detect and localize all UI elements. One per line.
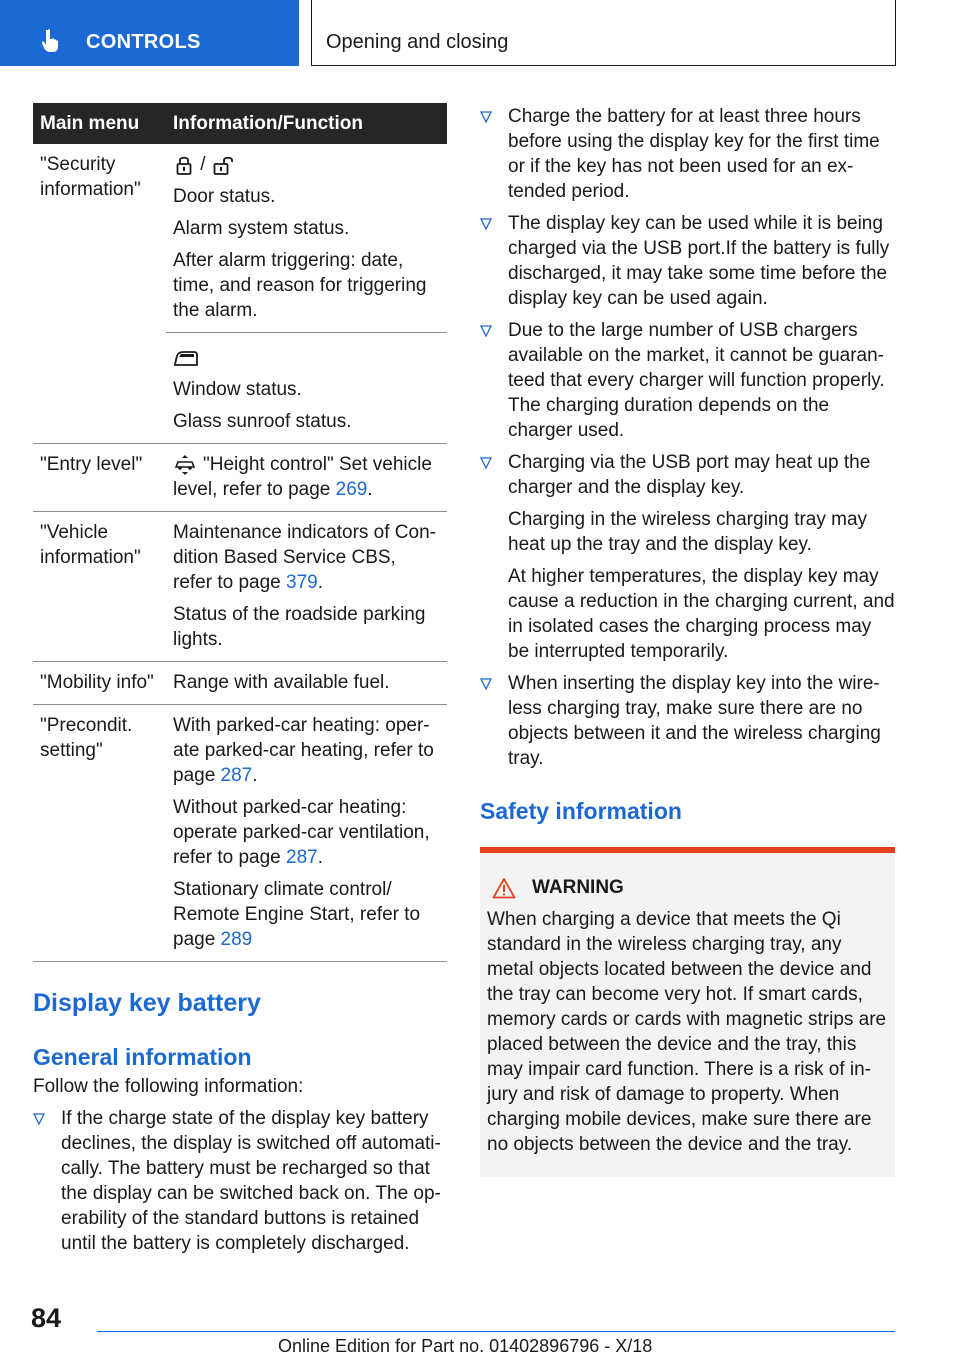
sunroof-status-text: Glass sunroof status. xyxy=(173,411,352,432)
triangle-bullet-icon xyxy=(480,111,492,123)
display-key-battery-heading: Display key battery xyxy=(33,989,261,1017)
list-item xyxy=(480,450,895,664)
page-link-379[interactable]: 379 xyxy=(286,572,318,593)
section-tab[interactable] xyxy=(0,0,299,66)
entry-info-cell xyxy=(166,444,447,512)
car-window-icon xyxy=(173,349,199,367)
alarm-trigger-text: After alarm triggering: date, time, and reason for triggering the alarm. xyxy=(173,250,427,321)
vehicle-end: . xyxy=(317,572,324,593)
parking-lights-text: Status of the roadside parking lights. xyxy=(173,604,426,650)
col-header-main-menu: Main menu xyxy=(33,103,166,144)
footer-edition: Online Edition for Part no. 01402896796 - X/18 xyxy=(278,1336,653,1356)
bullet-text: Due to the large number of USB chargers available on the market, it cannot be guaran-teed that every charger will function properly. The charging duration depends on the charger used. xyxy=(508,320,885,441)
right-bullet-list xyxy=(480,104,895,771)
bullet-text: When inserting the display key into the wire-less charging tray, make sure there are no objects between it and the wireless charging tray. xyxy=(508,673,881,769)
vehicle-label: "Vehicle information" xyxy=(33,512,166,662)
precond-p3-text: Stationary climate control/ Remote Engine Start, refer to page xyxy=(173,879,421,950)
window-status-text: Window status. xyxy=(173,379,302,400)
alarm-status-text: Alarm system status. xyxy=(173,218,350,239)
bullet-text: If the charge state of the display key battery declines, the display is switched off automati-cally. The battery must be recharged so that the display can be switched back on. The op-erability of the standard buttons is retained until the battery is completely discharged. xyxy=(61,1108,441,1254)
list-item xyxy=(480,671,895,771)
bullet-text: Charging via the USB port may heat up the charger and the display key. xyxy=(508,452,871,498)
list-item xyxy=(480,318,895,443)
bullet-text: The display key can be used while it is being charged via the USB port.If the battery is fully discharged, it may take some time before the display key can be used again. xyxy=(508,213,890,309)
chapter-box xyxy=(311,0,896,66)
door-status-text: Door status. xyxy=(173,186,276,207)
general-information-heading: General information xyxy=(33,1044,252,1070)
triangle-bullet-icon xyxy=(33,1113,45,1125)
safety-information-heading: Safety information xyxy=(480,798,682,824)
vehicle-maintenance-text xyxy=(173,520,440,595)
parked-ventilation-text xyxy=(173,795,440,870)
entry-end: . xyxy=(367,479,373,500)
footer-divider xyxy=(97,1331,895,1332)
page-link-287-a[interactable]: 287 xyxy=(220,765,253,786)
vehicle-text: Maintenance indicators of Con-dition Based Service CBS, refer to page xyxy=(173,522,436,593)
lock-closed-icon xyxy=(173,154,195,176)
warning-header xyxy=(487,875,887,900)
intro-text: Follow the following information: xyxy=(33,1076,304,1097)
mobility-info-cell: Range with available fuel. xyxy=(166,662,447,705)
triangle-bullet-icon xyxy=(480,457,492,469)
col-header-information: Information/Function xyxy=(166,103,447,144)
lock-icons xyxy=(173,152,440,177)
table-row-mobility xyxy=(33,662,447,705)
hand-pointer-icon xyxy=(38,28,64,54)
main-menu-table xyxy=(33,103,447,962)
precond-p2-end: . xyxy=(317,847,324,868)
page-number: 84 xyxy=(31,1303,62,1333)
precond-info-cell xyxy=(166,705,447,962)
table-header-row xyxy=(33,103,447,144)
table-row-vehicle xyxy=(33,512,447,662)
bullet-text: Charge the battery for at least three hours before using the display key for the first time or if the key has not been used for an ex-tended period. xyxy=(508,106,880,202)
chapter-title: Opening and closing xyxy=(326,31,509,53)
section-title: CONTROLS xyxy=(86,31,201,53)
window-icon-wrap xyxy=(173,341,440,370)
parked-heating-text xyxy=(173,713,440,788)
page-link-289[interactable]: 289 xyxy=(220,929,253,950)
page-header xyxy=(0,0,960,66)
precond-p1-end: . xyxy=(252,765,258,786)
triangle-bullet-icon xyxy=(480,218,492,230)
list-item xyxy=(480,104,895,204)
triangle-bullet-icon xyxy=(480,678,492,690)
warning-title: WARNING xyxy=(532,877,624,898)
climate-control-text xyxy=(173,877,440,952)
triangle-bullet-icon xyxy=(480,325,492,337)
bullet-text: At higher temperatures, the display key may cause a reduction in the charging current, and in isolated cases the charging process may be interrupted temporarily. xyxy=(508,566,895,662)
left-bullet-list xyxy=(33,1106,447,1256)
lock-open-icon xyxy=(211,154,237,176)
left-column xyxy=(33,103,447,1263)
bullet-text: Charging in the wireless charging tray may heat up the tray and the display key. xyxy=(508,509,868,555)
page-link-287-b[interactable]: 287 xyxy=(286,847,318,868)
window-info-cell xyxy=(166,333,447,444)
icon-separator: / xyxy=(200,154,206,175)
security-info-cell xyxy=(166,144,447,333)
precond-label: "Precondit. setting" xyxy=(33,705,166,962)
page-link-269[interactable]: 269 xyxy=(335,479,368,500)
security-label: "Security information" xyxy=(33,144,166,444)
warning-triangle-icon xyxy=(492,877,516,899)
warning-box xyxy=(480,847,895,1177)
mobility-label: "Mobility info" xyxy=(33,662,166,705)
right-column xyxy=(480,104,895,1177)
table-row-security xyxy=(33,144,447,333)
warning-text: When charging a device that meets the Qi standard in the wireless charging tray, any metal objects located between the device and the tray can become very hot. If smart cards, memory cards or cards with magnetic strips are placed between the device and the tray, this may impair card function. There is a risk of in-jury and risk of damage to property. When charging mobile devices, make sure there are no objects between the device and the tray. xyxy=(487,909,887,1155)
entry-label: "Entry level" xyxy=(33,444,166,512)
vehicle-height-icon xyxy=(173,454,197,476)
table-row-precond xyxy=(33,705,447,962)
entry-text: "Height control" Set vehicle level, refer to page xyxy=(173,454,432,500)
precond-p2-text: Without parked-car heating: operate parked-car ventilation, refer to page xyxy=(173,797,430,868)
list-item xyxy=(480,211,895,311)
vehicle-info-cell xyxy=(166,512,447,662)
precond-p1-text: With parked-car heating: oper-ate parked-car heating, refer to page xyxy=(173,715,434,786)
table-row-entry xyxy=(33,444,447,512)
list-item xyxy=(33,1106,447,1256)
